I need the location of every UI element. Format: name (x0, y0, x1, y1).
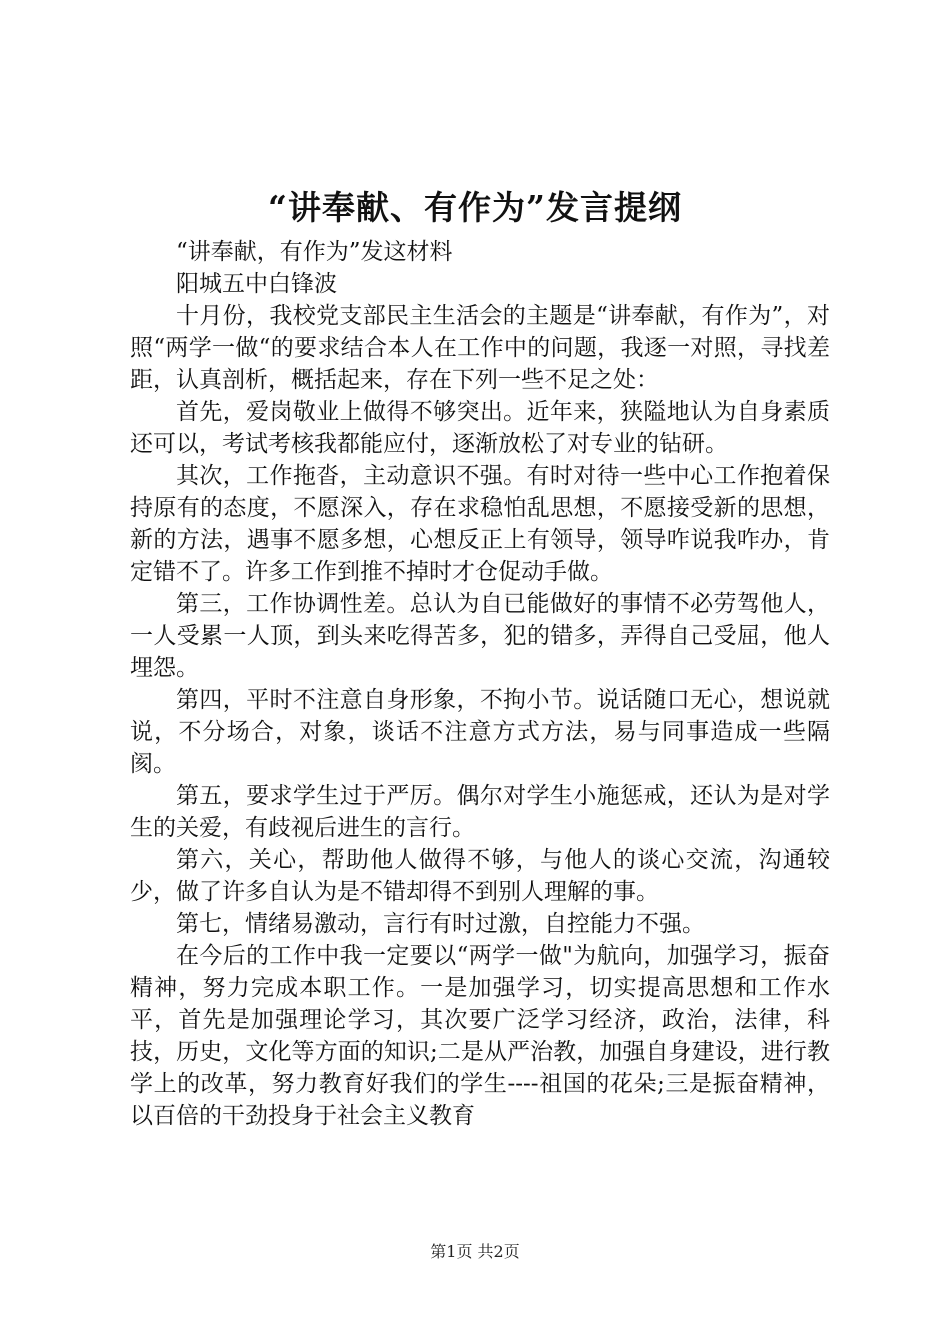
paragraph-fifth-point: 第五，要求学生过于严厉。偶尔对学生小施惩戒，还认为是对学生的关爱，有歧视后进生的言行。 (130, 783, 830, 841)
paragraph-fourth-point: 第四，平时不注意自身形象，不拘小节。说话随口无心，想说就说，不分场合，对象，谈话不注意方式方法，易与同事造成一些隔阂。 (130, 687, 830, 777)
subtitle-line: “讲奉献，有作为”发这材料 (176, 239, 453, 265)
paragraph-first-point: 首先，爱岗敬业上做得不够突出。近年来，狭隘地认为自身素质还可以，考试考核我都能应付，逐渐放松了对专业的钻研。 (130, 399, 830, 457)
paragraph-third-point: 第三，工作协调性差。总认为自已能做好的事情不必劳驾他人，一人受累一人顶，到头来吃得苦多，犯的错多，弄得自己受屈，他人埋怨。 (130, 591, 830, 681)
paragraph-intro: 十月份，我校党支部民主生活会的主题是“讲奉献，有作为”，对照“两学一做“的要求结合本人在工作中的问题，我逐一对照，寻找差距，认真剖析，概括起来，存在下列一些不足之处： (130, 303, 830, 393)
paragraph-sixth-point: 第六，关心，帮助他人做得不够，与他人的谈心交流，沟通较少，做了许多自认为是不错却得不到别人理解的事。 (130, 847, 830, 905)
document-body (130, 236, 830, 1132)
paragraph-plan: 在今后的工作中我一定要以“两学一做"为航向，加强学习，振奋精神，努力完成本职工作。一是加强学习，切实提高思想和工作水平，首先是加强理论学习，其次要广泛学习经济，政治，法律，科技，历史，文化等方面的知识;二是从严治教，加强自身建设，进行教学上的改革，努力教育好我们的学生----祖国的花朵;三是振奋精神，以百倍的干劲投身于社会主义教育 (130, 943, 830, 1129)
page-footer: 第1页 共2页 (430, 1242, 520, 1261)
paragraph-second-point: 其次，工作拖沓，主动意识不强。有时对待一些中心工作抱着保持原有的态度，不愿深入，存在求稳怕乱思想，不愿接受新的思想，新的方法，遇事不愿多想，心想反正上有领导，领导咋说我咋办，肯定错不了。许多工作到推不掉时才仓促动手做。 (130, 463, 830, 585)
document-title: “讲奉献、有作为”发言提纲 (268, 188, 682, 227)
paragraph-seventh-point: 第七，情绪易激动，言行有时过激，自控能力不强。 (176, 911, 705, 937)
author-line: 阳城五中白锋波 (176, 271, 337, 297)
